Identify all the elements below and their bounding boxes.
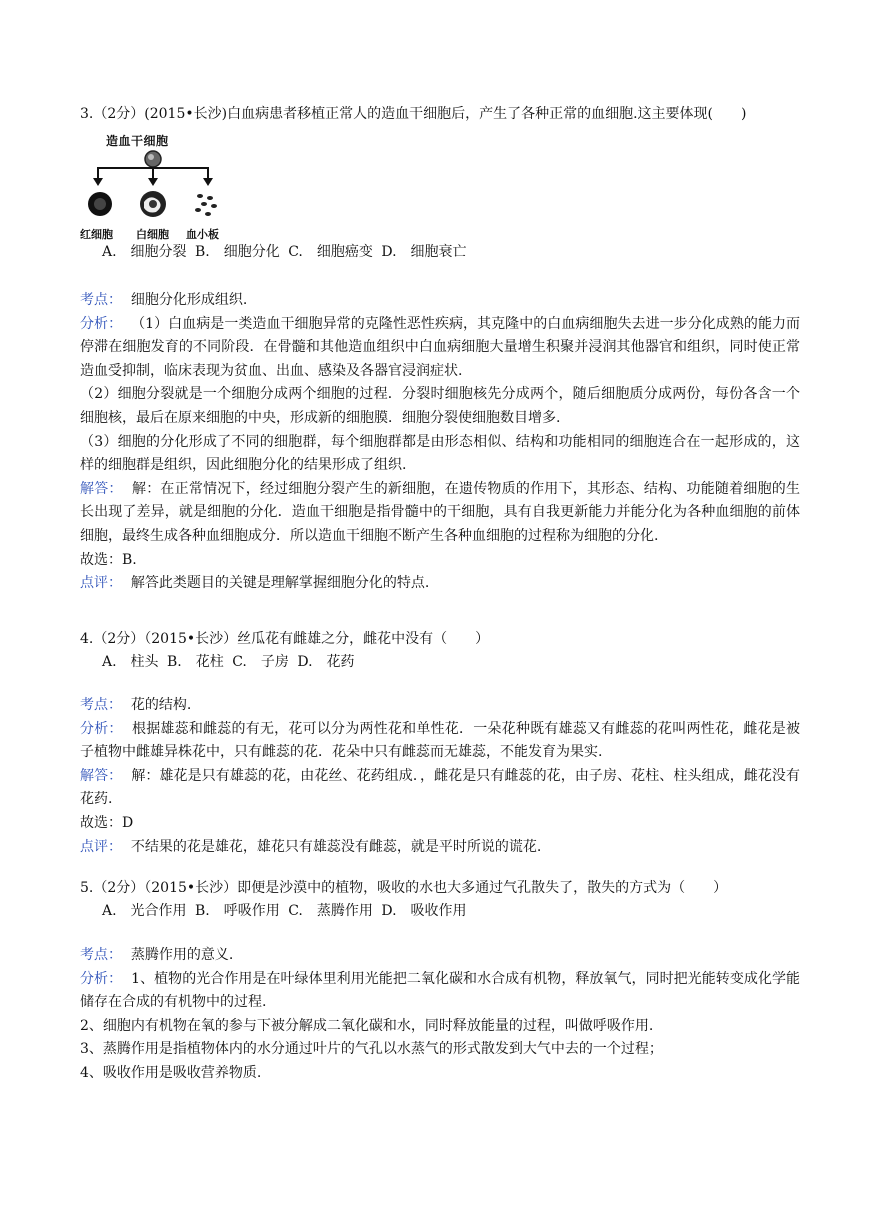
kaodian-row — [80, 944, 800, 968]
jieda-text: 解：在正常情况下，经过细胞分裂产生的新细胞，在遗传物质的作用下，其形态、结构、功能随着细胞的生长出现了差异，就是细胞的分化．造血干细胞是指骨髓中的干细胞，具有自我更新能力并能分化为各种血细胞的前体细胞，最终生成各种血细胞成分．所以造血干细胞不断产生各种血细胞的过程称为细胞的分化. — [80, 480, 801, 544]
kaodian-row — [80, 694, 800, 718]
question-4-stem: 4.（2分）（2015•长沙）丝瓜花有雌雄之分，雌花中没有（ ） — [80, 631, 490, 647]
jieda-label: 解答： — [80, 767, 123, 784]
question-5-options — [80, 900, 800, 923]
question-3 — [80, 103, 800, 126]
fenxi-label: 分析： — [80, 720, 123, 737]
option-d: D. 花药 — [297, 654, 355, 670]
dianping-text: 解答此类题目的关键是理解掌握细胞分化的特点. — [130, 575, 430, 592]
kaodian-text: 细胞分化形成组织. — [130, 292, 248, 308]
hematopoietic-stem-cell-figure — [80, 132, 230, 240]
fenxi-para-3: （3）细胞的分化形成了不同的细胞群，每个细胞群都是由形态相似、结构和功能相同的细胞连合在一起形成的，这样的细胞群是组织，因此细胞分化的结果形成了组织. — [80, 433, 800, 474]
figure-label-red-cell: 红细胞 — [80, 228, 113, 241]
option-a: A. 柱头 — [102, 654, 159, 670]
point-2: 2、细胞内有机物在氧的参与下被分解成二氧化碳和水，同时释放能量的过程，叫做呼吸作用. — [80, 1017, 654, 1034]
jieda-row — [80, 765, 800, 812]
dianping-label: 点评： — [80, 838, 122, 855]
question-5-solution — [80, 944, 800, 1086]
figure-diagram — [80, 132, 230, 227]
question-3-stem: 3.（2分）(2015•长沙)白血病患者移植正常人的造血干细胞后，产生了各种正常的血细胞.这主要体现( ) — [80, 106, 747, 122]
fenxi-row — [80, 313, 800, 384]
dianping-text: 不结果的花是雄花，雄花只有雄蕊没有雌蕊，就是平时所说的谎花. — [130, 838, 542, 855]
dianping-row — [80, 836, 800, 860]
question-4-solution — [80, 694, 800, 859]
answer-text: 故选：D — [80, 814, 134, 831]
point-4: 4、吸收作用是吸收营养物质. — [80, 1064, 262, 1081]
figure-label-white-cell: 白细胞 — [136, 228, 169, 241]
fenxi-label: 分析： — [80, 315, 123, 332]
jieda-label: 解答： — [80, 480, 123, 497]
fenxi-row — [80, 968, 800, 1015]
option-a: A. 光合作用 — [102, 903, 187, 919]
question-4 — [80, 628, 800, 674]
answer-text: 故选：B. — [80, 551, 137, 568]
question-5-stem: 5.（2分）（2015•长沙）即便是沙漠中的植物，吸收的水也大多通过气孔散失了，散失的方式为（ ） — [80, 880, 728, 896]
dianping-row — [80, 572, 800, 596]
fenxi-text: 1、植物的光合作用是在叶绿体里利用光能把二氧化碳和水合成有机物，释放氧气，同时把光能转变成化学能储存在合成的有机物中的过程. — [80, 970, 801, 1011]
kaodian-text: 蒸腾作用的意义. — [130, 947, 234, 963]
question-4-options — [80, 651, 800, 674]
dianping-label: 点评： — [80, 575, 122, 592]
option-c: C. 细胞癌变 — [288, 244, 373, 260]
figure-label-platelet: 血小板 — [186, 228, 219, 241]
kaodian-label: 考点： — [80, 947, 122, 963]
option-a: A. 细胞分裂 — [102, 244, 187, 260]
option-d: D. 吸收作用 — [381, 903, 467, 919]
fenxi-para-2: （2）细胞分裂就是一个细胞分成两个细胞的过程．分裂时细胞核先分成两个，随后细胞质分成两份，每份各含一个细胞核，最后在原来细胞的中央，形成新的细胞膜．细胞分裂使细胞数目增多. — [80, 386, 800, 426]
jieda-row — [80, 478, 800, 549]
option-b: B. 花柱 — [167, 654, 224, 670]
option-c: C. 蒸腾作用 — [288, 903, 373, 919]
fenxi-label: 分析： — [80, 970, 123, 987]
fenxi-text-1: （1）白血病是一类造血干细胞异常的克隆性恶性疾病，其克隆中的白血病细胞失去进一步分化成熟的能力而停滞在细胞发育的不同阶段．在骨髓和其他造血组织中白血病细胞大量增生积聚并浸润其他器官和组织，同时使正常造血受抑制，临床表现为贫血、出血、感染及各器官浸润症状. — [80, 315, 801, 379]
question-3-options — [80, 241, 822, 264]
option-b: B. 呼吸作用 — [195, 903, 280, 919]
jieda-text: 解：雄花是只有雄蕊的花，由花丝、花药组成．，雌花是只有雌蕊的花，由子房、花柱、柱头组成，雌花没有花药. — [80, 767, 801, 808]
kaodian-label: 考点： — [80, 292, 122, 308]
question-3-solution — [80, 289, 800, 596]
fenxi-row — [80, 718, 800, 765]
point-3: 3、蒸腾作用是指植物体内的水分通过叶片的气孔以水蒸气的形式散发到大气中去的一个过程； — [80, 1041, 663, 1058]
option-d: D. 细胞衰亡 — [381, 244, 467, 260]
kaodian-row — [80, 289, 800, 313]
option-c: C. 子房 — [232, 654, 289, 670]
kaodian-label: 考点： — [80, 697, 122, 713]
option-b: B. 细胞分化 — [195, 244, 280, 260]
figure-title: 造血干细胞 — [106, 134, 169, 148]
question-5 — [80, 877, 800, 923]
fenxi-text: 根据雄蕊和雌蕊的有无，花可以分为两性花和单性花．一朵花种既有雄蕊又有雌蕊的花叫两性花，雌花是被子植物中雌雄异株花中，只有雌蕊的花．花朵中只有雌蕊而无雄蕊，不能发育为果实. — [80, 720, 801, 761]
kaodian-text: 花的结构. — [130, 697, 192, 713]
